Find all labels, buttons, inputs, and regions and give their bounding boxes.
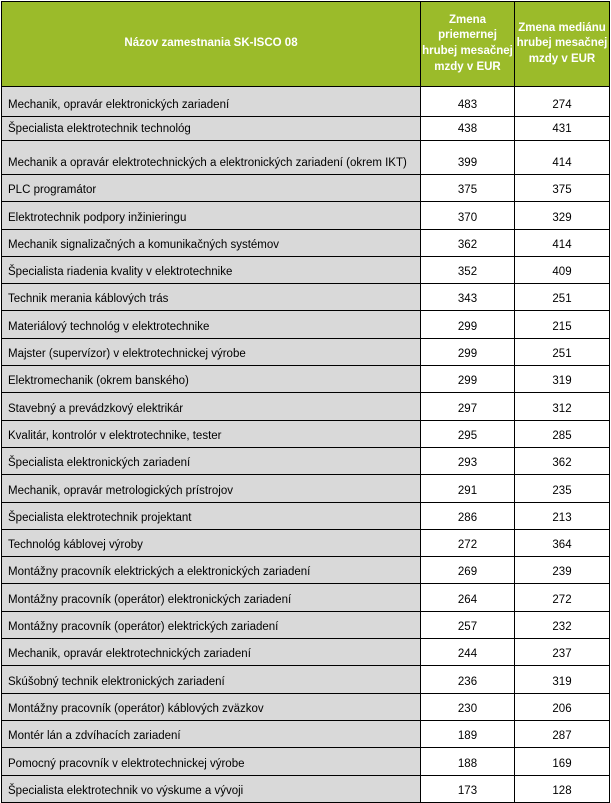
table-row xyxy=(2,475,610,502)
occupation-name-cell: Technik merania káblových trás xyxy=(2,284,421,311)
occupation-name-cell: Mechanik, opravár elektrotechnických zariadení xyxy=(2,639,421,666)
table-row xyxy=(2,229,610,256)
avg-wage-change-cell: 264 xyxy=(421,584,515,611)
median-wage-change-cell: 251 xyxy=(515,284,610,311)
avg-wage-change-cell: 370 xyxy=(421,202,515,229)
occupation-name-cell: Špecialista elektrotechnik technológ xyxy=(2,117,421,141)
avg-wage-change-cell: 189 xyxy=(421,720,515,747)
table-row xyxy=(2,284,610,311)
avg-wage-change-cell: 362 xyxy=(421,229,515,256)
median-wage-change-cell: 319 xyxy=(515,666,610,693)
table-row xyxy=(2,666,610,693)
occupation-name-cell: Montážny pracovník (operátor) elektronických zariadení xyxy=(2,584,421,611)
wage-change-table xyxy=(1,1,610,803)
avg-wage-change-cell: 343 xyxy=(421,284,515,311)
median-wage-change-cell: 213 xyxy=(515,502,610,529)
table-row xyxy=(2,529,610,556)
table-row xyxy=(2,366,610,393)
header-median-wage-change: Zmena mediánu hrubej mesačnej mzdy v EUR xyxy=(515,2,610,87)
occupation-name-cell: Elektromechanik (okrem banského) xyxy=(2,366,421,393)
header-occupation-name: Názov zamestnania SK-ISCO 08 xyxy=(2,2,421,87)
avg-wage-change-cell: 399 xyxy=(421,141,515,175)
avg-wage-change-cell: 286 xyxy=(421,502,515,529)
table-row xyxy=(2,639,610,666)
median-wage-change-cell: 128 xyxy=(515,775,610,802)
median-wage-change-cell: 237 xyxy=(515,639,610,666)
table-row xyxy=(2,584,610,611)
occupation-name-cell: Stavebný a prevádzkový elektrikár xyxy=(2,393,421,420)
occupation-name-cell: Montér lán a zdvíhacích zariadení xyxy=(2,720,421,747)
avg-wage-change-cell: 299 xyxy=(421,311,515,338)
table-row xyxy=(2,748,610,775)
median-wage-change-cell: 274 xyxy=(515,87,610,117)
occupation-name-cell: Montážny pracovník (operátor) káblových zväzkov xyxy=(2,693,421,720)
median-wage-change-cell: 235 xyxy=(515,475,610,502)
occupation-name-cell: Majster (supervízor) v elektrotechnickej výrobe xyxy=(2,338,421,365)
avg-wage-change-cell: 257 xyxy=(421,611,515,638)
median-wage-change-cell: 414 xyxy=(515,141,610,175)
table-row xyxy=(2,502,610,529)
median-wage-change-cell: 287 xyxy=(515,720,610,747)
occupation-name-cell: Montážny pracovník (operátor) elektrických zariadení xyxy=(2,611,421,638)
table-row xyxy=(2,693,610,720)
avg-wage-change-cell: 483 xyxy=(421,87,515,117)
median-wage-change-cell: 232 xyxy=(515,611,610,638)
table-row xyxy=(2,393,610,420)
avg-wage-change-cell: 272 xyxy=(421,529,515,556)
avg-wage-change-cell: 293 xyxy=(421,447,515,474)
occupation-name-cell: Špecialista elektrotechnik projektant xyxy=(2,502,421,529)
table-row xyxy=(2,141,610,175)
table-row xyxy=(2,311,610,338)
occupation-name-cell: Špecialista elektronických zariadení xyxy=(2,447,421,474)
occupation-name-cell: Mechanik a opravár elektrotechnických a elektronických zariadení (okrem IKT) xyxy=(2,141,421,175)
median-wage-change-cell: 375 xyxy=(515,175,610,202)
occupation-name-cell: Technológ káblovej výroby xyxy=(2,529,421,556)
avg-wage-change-cell: 291 xyxy=(421,475,515,502)
avg-wage-change-cell: 299 xyxy=(421,366,515,393)
occupation-name-cell: Kvalitár, kontrolór v elektrotechnike, tester xyxy=(2,420,421,447)
avg-wage-change-cell: 375 xyxy=(421,175,515,202)
avg-wage-change-cell: 352 xyxy=(421,256,515,283)
median-wage-change-cell: 239 xyxy=(515,557,610,584)
avg-wage-change-cell: 230 xyxy=(421,693,515,720)
table-row xyxy=(2,175,610,202)
occupation-name-cell: Materiálový technológ v elektrotechnike xyxy=(2,311,421,338)
table-row xyxy=(2,87,610,117)
occupation-name-cell: PLC programátor xyxy=(2,175,421,202)
table-row xyxy=(2,117,610,141)
median-wage-change-cell: 251 xyxy=(515,338,610,365)
avg-wage-change-cell: 269 xyxy=(421,557,515,584)
table-row xyxy=(2,775,610,802)
median-wage-change-cell: 312 xyxy=(515,393,610,420)
avg-wage-change-cell: 236 xyxy=(421,666,515,693)
median-wage-change-cell: 215 xyxy=(515,311,610,338)
median-wage-change-cell: 364 xyxy=(515,529,610,556)
table-row xyxy=(2,720,610,747)
avg-wage-change-cell: 299 xyxy=(421,338,515,365)
header-row xyxy=(2,2,610,87)
median-wage-change-cell: 409 xyxy=(515,256,610,283)
occupation-name-cell: Mechanik, opravár elektronických zariadení xyxy=(2,87,421,117)
median-wage-change-cell: 431 xyxy=(515,117,610,141)
table-row xyxy=(2,420,610,447)
occupation-name-cell: Mechanik, opravár metrologických prístrojov xyxy=(2,475,421,502)
median-wage-change-cell: 319 xyxy=(515,366,610,393)
avg-wage-change-cell: 438 xyxy=(421,117,515,141)
table-body xyxy=(2,87,610,803)
avg-wage-change-cell: 188 xyxy=(421,748,515,775)
table-row xyxy=(2,338,610,365)
avg-wage-change-cell: 244 xyxy=(421,639,515,666)
avg-wage-change-cell: 173 xyxy=(421,775,515,802)
table-row xyxy=(2,256,610,283)
header-avg-wage-change: Zmena priemernej hrubej mesačnej mzdy v EUR xyxy=(421,2,515,87)
occupation-name-cell: Špecialista riadenia kvality v elektrotechnike xyxy=(2,256,421,283)
table-row xyxy=(2,447,610,474)
occupation-name-cell: Montážny pracovník elektrických a elektronických zariadení xyxy=(2,557,421,584)
avg-wage-change-cell: 295 xyxy=(421,420,515,447)
median-wage-change-cell: 414 xyxy=(515,229,610,256)
occupation-name-cell: Mechanik signalizačných a komunikačných systémov xyxy=(2,229,421,256)
table-row xyxy=(2,557,610,584)
table-row xyxy=(2,611,610,638)
median-wage-change-cell: 206 xyxy=(515,693,610,720)
median-wage-change-cell: 329 xyxy=(515,202,610,229)
occupation-name-cell: Pomocný pracovník v elektrotechnickej výrobe xyxy=(2,748,421,775)
table-row xyxy=(2,202,610,229)
occupation-name-cell: Špecialista elektrotechnik vo výskume a vývoji xyxy=(2,775,421,802)
avg-wage-change-cell: 297 xyxy=(421,393,515,420)
median-wage-change-cell: 272 xyxy=(515,584,610,611)
occupation-name-cell: Elektrotechnik podpory inžinieringu xyxy=(2,202,421,229)
median-wage-change-cell: 285 xyxy=(515,420,610,447)
occupation-name-cell: Skúšobný technik elektronických zariadení xyxy=(2,666,421,693)
median-wage-change-cell: 362 xyxy=(515,447,610,474)
median-wage-change-cell: 169 xyxy=(515,748,610,775)
